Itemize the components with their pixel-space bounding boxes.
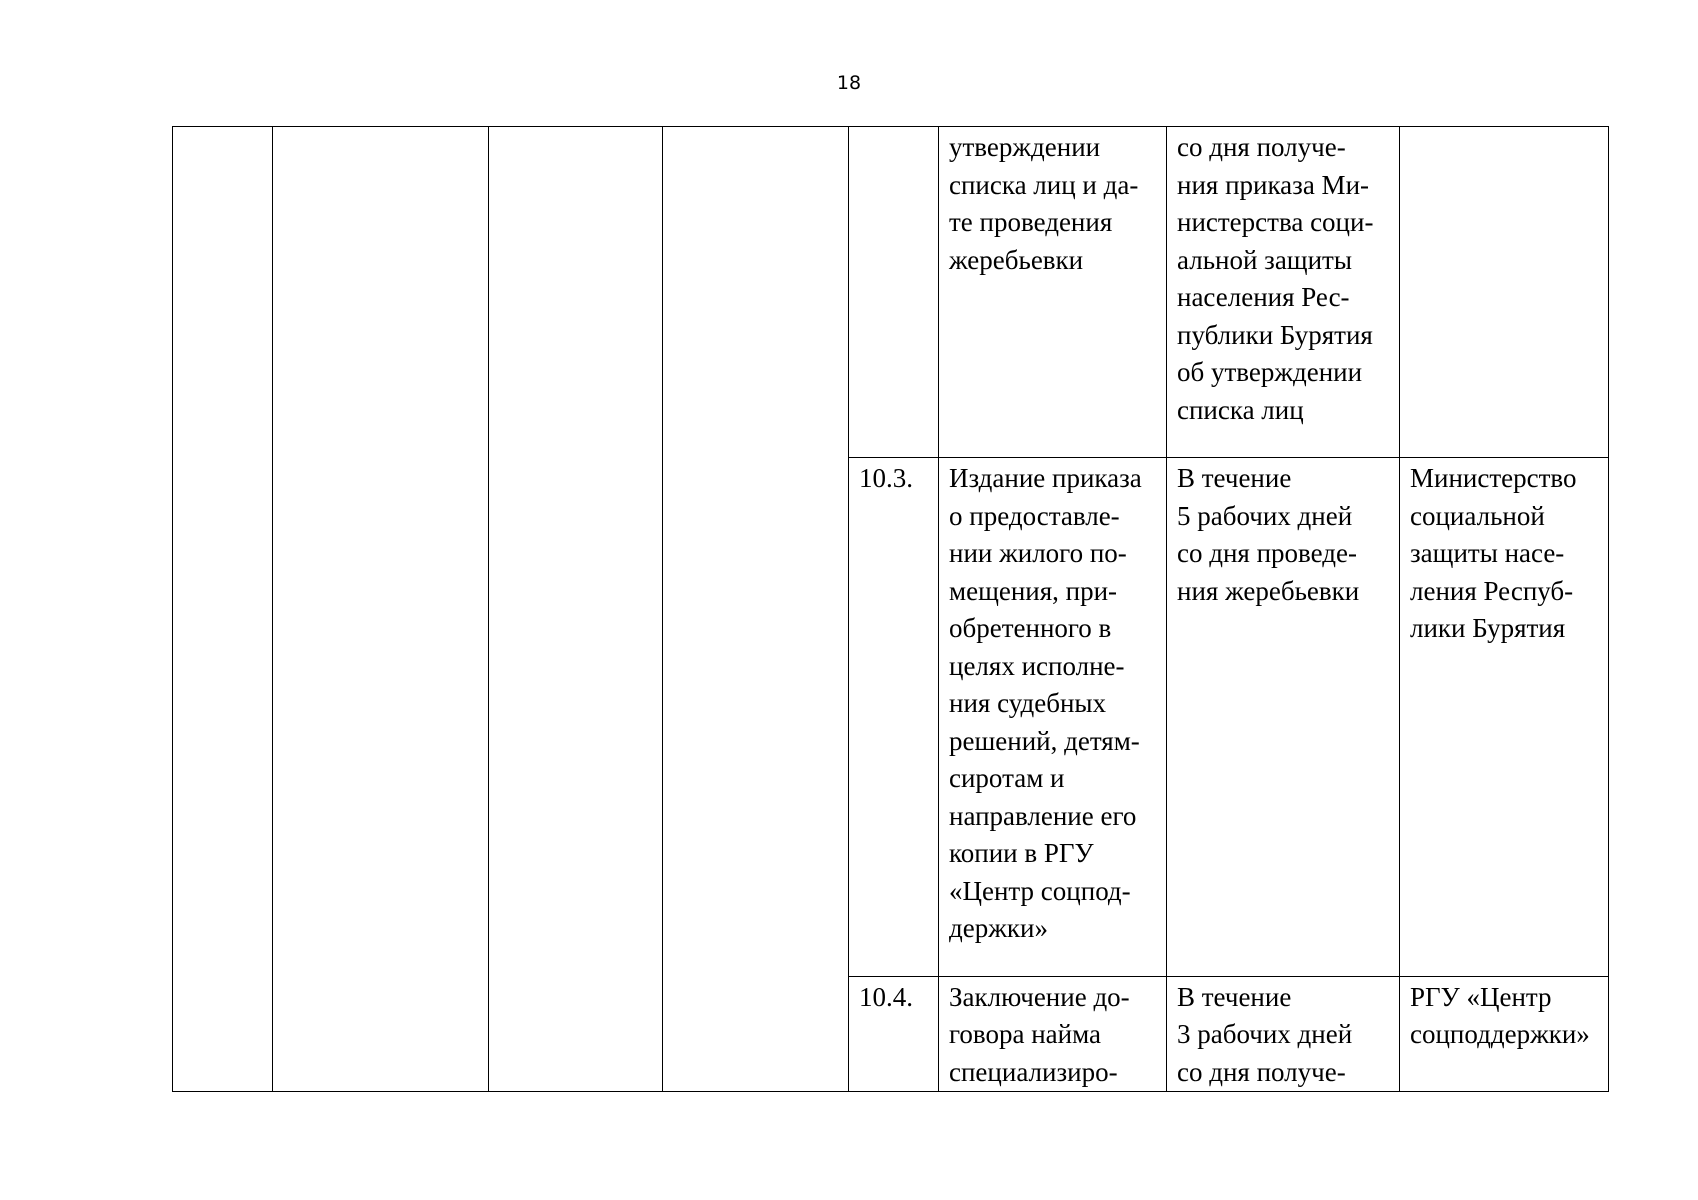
term-cell (1167, 458, 1400, 977)
task-text: Издание приказа о предоставле- нии жилого по- мещения, при- обретенного в целях исполне- ния судебных решений, детям- сиротам и направление его копии в РГУ «Центр соцпод- держки» (949, 463, 1142, 943)
responsible-cell (1400, 127, 1609, 458)
task-cell (939, 458, 1167, 977)
responsible-cell (1400, 458, 1609, 977)
term-cell (1167, 127, 1400, 458)
empty-cell-col2 (273, 127, 489, 1092)
task-text: Заключение до- говора найма специализиро- (949, 981, 1130, 1087)
row-number-cell (849, 458, 939, 977)
row-number-cell (849, 976, 939, 1092)
row-number-cell (849, 127, 939, 458)
term-text: со дня получе- ния приказа Ми- нистерства соци- альной защиты населения Рес- публики Бурятия об утверждении списка лиц (1177, 132, 1374, 425)
task-cell (939, 127, 1167, 458)
row-number: 10.3. (859, 463, 913, 493)
empty-cell-col3 (489, 127, 663, 1092)
responsible-cell (1400, 976, 1609, 1092)
empty-cell-col1 (173, 127, 273, 1092)
continuation-table (172, 126, 1609, 1092)
row-number: 10.4. (859, 981, 913, 1012)
term-text: В течение 5 рабочих дней со дня проведе- ния жеребьевки (1177, 463, 1360, 606)
table-row (173, 127, 1609, 458)
term-cell (1167, 976, 1400, 1092)
page-number: 18 (836, 72, 862, 94)
responsible-text: Министерство социальной защиты насе- ления Респуб- лики Бурятия (1410, 463, 1577, 643)
responsible-text: РГУ «Центр соцподдержки» (1410, 981, 1590, 1049)
task-cell (939, 976, 1167, 1092)
empty-cell-col4 (663, 127, 849, 1092)
task-text: утверждении списка лиц и да- те проведения жеребьевки (949, 132, 1139, 275)
term-text: В течение 3 рабочих дней со дня получе- (1177, 981, 1353, 1087)
